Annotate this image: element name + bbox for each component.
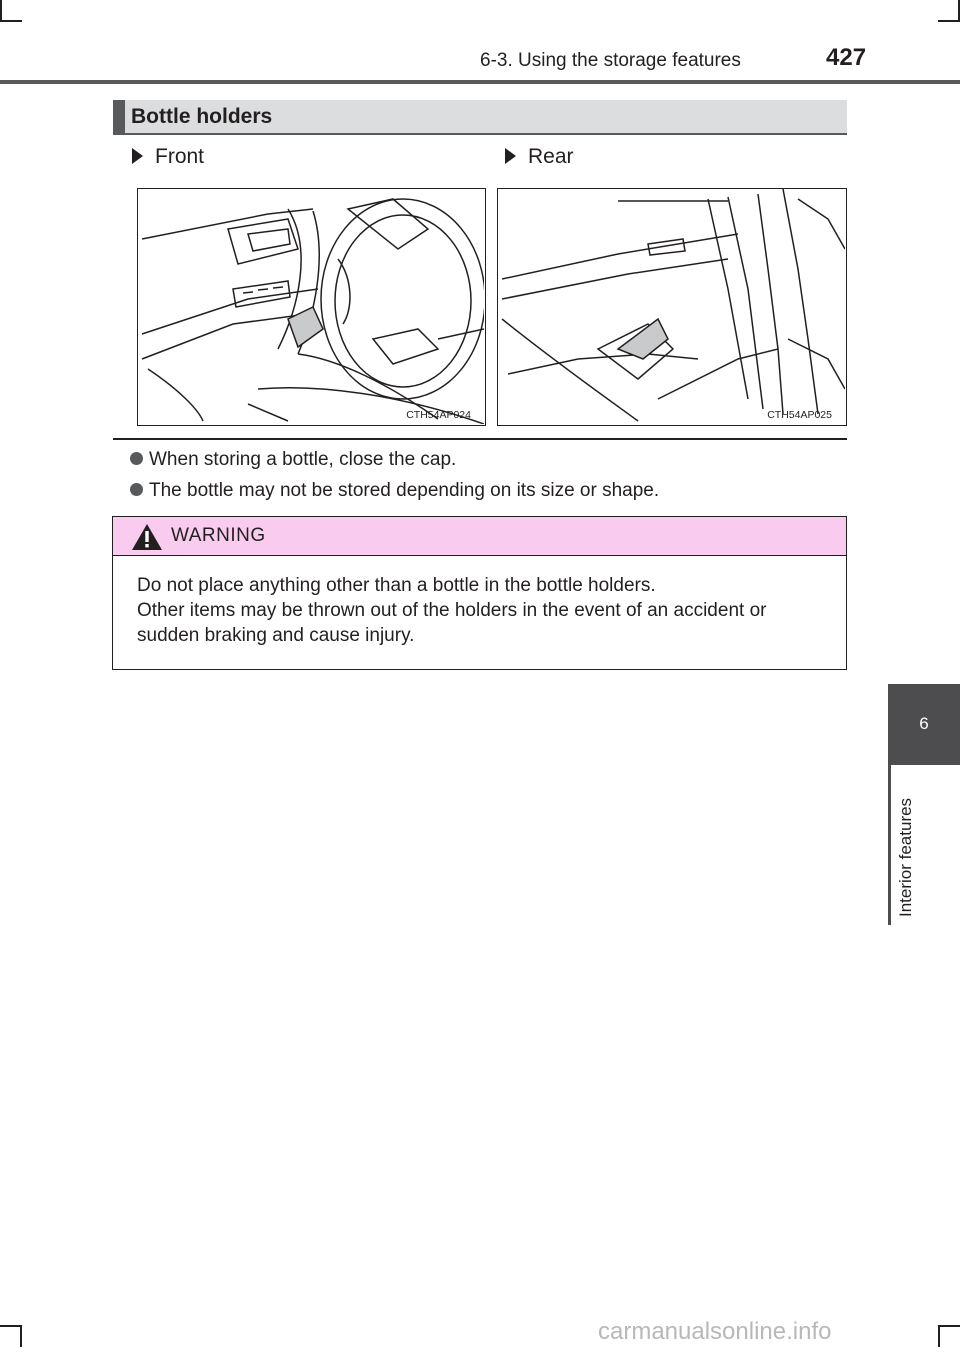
crop-mark — [0, 20, 22, 22]
warning-body — [137, 573, 837, 648]
section-heading-accent — [113, 100, 125, 134]
header-section-title: 6-3. Using the storage features — [480, 50, 741, 71]
rear-bottle-holder-illustration — [497, 188, 847, 426]
warning-header — [113, 517, 846, 556]
note-text: When storing a bottle, close the cap. — [149, 449, 457, 470]
rear-figure-code: CTH54AP025 — [767, 409, 832, 421]
crop-mark — [938, 1325, 940, 1347]
chapter-title: Interior features — [896, 797, 915, 917]
front-label — [132, 145, 204, 169]
crop-mark — [938, 20, 960, 22]
arrow-right-icon — [132, 148, 143, 164]
watermark: carmanualsonline.info — [598, 1318, 832, 1345]
chapter-tab — [888, 684, 960, 765]
note-item — [130, 480, 659, 502]
bullet-icon — [130, 452, 143, 465]
rear-label — [505, 145, 574, 169]
front-label-text: Front — [155, 145, 205, 168]
section-underline — [113, 133, 847, 135]
crop-mark — [20, 1325, 22, 1347]
warning-box — [112, 516, 847, 670]
chapter-tab-line — [888, 765, 891, 925]
crop-mark — [0, 1325, 22, 1327]
bullet-icon — [130, 483, 143, 496]
note-text: The bottle may not be stored depending on its size or shape. — [149, 480, 660, 501]
rear-interior-drawing — [498, 189, 845, 424]
warning-line: sudden braking and cause injury. — [137, 625, 415, 646]
crop-mark — [938, 1325, 960, 1327]
page-number: 427 — [826, 44, 867, 71]
note-item — [130, 449, 456, 471]
rear-label-text: Rear — [528, 145, 574, 168]
warning-triangle-icon — [131, 523, 163, 551]
arrow-right-icon — [505, 148, 516, 164]
chapter-number: 6 — [919, 714, 929, 733]
separator-rule — [113, 438, 847, 440]
header-rule — [0, 80, 960, 84]
warning-title: WARNING — [171, 525, 266, 546]
section-title: Bottle holders — [131, 105, 273, 128]
warning-line: Other items may be thrown out of the holders in the event of an accident or — [137, 600, 767, 621]
section-heading-bar — [113, 100, 847, 134]
warning-line: Do not place anything other than a bottle in the bottle holders. — [137, 575, 656, 596]
crop-mark — [0, 0, 2, 22]
front-figure-code: CTH54AP024 — [406, 409, 471, 421]
front-bottle-holder-illustration — [137, 188, 486, 426]
front-interior-drawing — [138, 189, 484, 424]
